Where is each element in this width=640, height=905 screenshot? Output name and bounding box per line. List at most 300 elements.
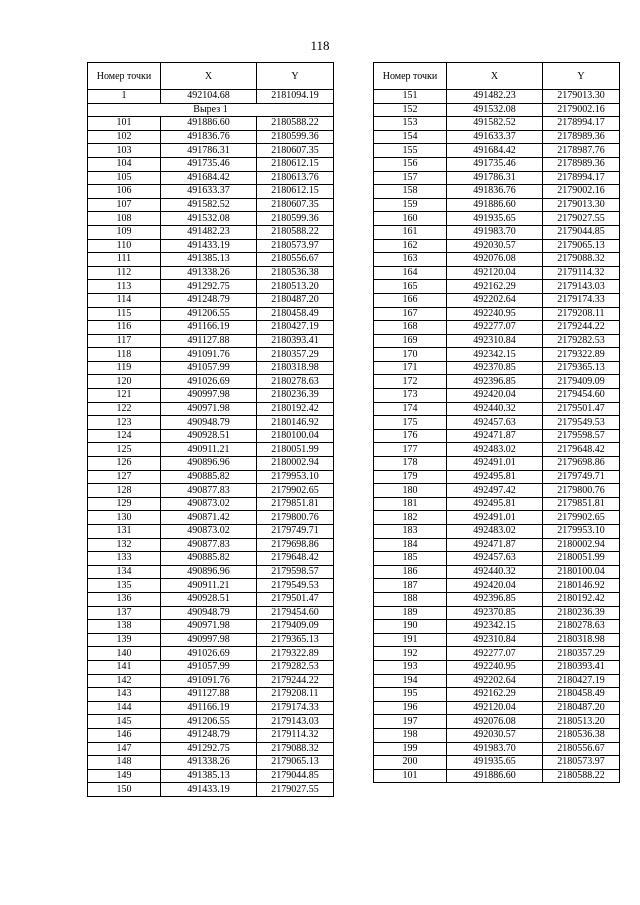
cell-point-number: 197 xyxy=(374,715,447,729)
cell-y: 2179953.10 xyxy=(257,470,334,484)
table-row xyxy=(88,266,334,280)
cell-x: 491684.42 xyxy=(447,144,543,158)
cell-x: 492310.84 xyxy=(447,334,543,348)
table-row xyxy=(374,688,620,702)
cell-point-number: 1 xyxy=(88,90,161,104)
cell-y: 2178989.36 xyxy=(543,157,620,171)
table-row xyxy=(374,293,620,307)
cell-y: 2180536.38 xyxy=(257,266,334,280)
cell-point-number: 151 xyxy=(374,90,447,104)
cell-x: 491836.76 xyxy=(161,130,257,144)
table-row xyxy=(374,266,620,280)
cell-y: 2179698.86 xyxy=(257,538,334,552)
table-row xyxy=(88,701,334,715)
cell-y: 2180599.36 xyxy=(257,130,334,144)
cell-point-number: 102 xyxy=(88,130,161,144)
table-row xyxy=(88,565,334,579)
cell-y: 2179902.65 xyxy=(543,511,620,525)
cell-x: 491057.99 xyxy=(161,660,257,674)
cell-y: 2180599.36 xyxy=(257,212,334,226)
table-row xyxy=(374,579,620,593)
cell-y: 2180278.63 xyxy=(543,620,620,634)
table-row xyxy=(374,198,620,212)
cell-x: 492162.29 xyxy=(447,688,543,702)
cell-x: 491582.52 xyxy=(161,198,257,212)
cell-y: 2180100.04 xyxy=(543,565,620,579)
cell-y: 2179409.09 xyxy=(257,620,334,634)
cell-point-number: 129 xyxy=(88,497,161,511)
cell-y: 2180556.67 xyxy=(257,253,334,267)
cell-x: 491026.69 xyxy=(161,375,257,389)
table-row xyxy=(88,592,334,606)
cell-y: 2179088.32 xyxy=(543,253,620,267)
table-row xyxy=(374,429,620,443)
cell-y: 2180612.15 xyxy=(257,157,334,171)
cell-y: 2179044.85 xyxy=(257,769,334,783)
cell-y: 2180536.38 xyxy=(543,728,620,742)
table-row xyxy=(374,728,620,742)
cell-x: 492420.04 xyxy=(447,389,543,403)
table-row xyxy=(88,756,334,770)
cell-point-number: 116 xyxy=(88,321,161,335)
cell-x: 491633.37 xyxy=(161,185,257,199)
cell-point-number: 167 xyxy=(374,307,447,321)
cell-point-number: 154 xyxy=(374,130,447,144)
cell-y: 2179648.42 xyxy=(543,443,620,457)
cell-x: 492120.04 xyxy=(447,266,543,280)
cell-point-number: 103 xyxy=(88,144,161,158)
cell-y: 2180556.67 xyxy=(543,742,620,756)
cell-y: 2179549.53 xyxy=(543,416,620,430)
table-row xyxy=(88,253,334,267)
cell-point-number: 165 xyxy=(374,280,447,294)
table-row xyxy=(88,783,334,797)
table-row xyxy=(374,633,620,647)
cell-x: 491482.23 xyxy=(447,90,543,104)
cell-point-number: 177 xyxy=(374,443,447,457)
cell-y: 2179065.13 xyxy=(543,239,620,253)
cell-point-number: 150 xyxy=(88,783,161,797)
table-row xyxy=(374,130,620,144)
cell-y: 2179322.89 xyxy=(543,348,620,362)
table-row xyxy=(374,552,620,566)
table-row xyxy=(88,280,334,294)
page-number: 118 xyxy=(310,38,330,53)
cell-y: 2179088.32 xyxy=(257,742,334,756)
table-row xyxy=(374,497,620,511)
cell-x: 491292.75 xyxy=(161,280,257,294)
cell-x: 492342.15 xyxy=(447,348,543,362)
cell-point-number: 162 xyxy=(374,239,447,253)
table-row xyxy=(88,117,334,131)
table-row xyxy=(374,660,620,674)
cell-y: 2180458.49 xyxy=(257,307,334,321)
table-row xyxy=(374,144,620,158)
table-row xyxy=(374,389,620,403)
cell-point-number: 186 xyxy=(374,565,447,579)
cell-point-number: 168 xyxy=(374,321,447,335)
table-row xyxy=(88,538,334,552)
cell-y: 2179851.81 xyxy=(543,497,620,511)
cell-x: 492240.95 xyxy=(447,660,543,674)
cell-point-number: 182 xyxy=(374,511,447,525)
cell-x: 492495.81 xyxy=(447,470,543,484)
cell-x: 491166.19 xyxy=(161,701,257,715)
table-row xyxy=(374,321,620,335)
cell-y: 2179749.71 xyxy=(543,470,620,484)
cell-point-number: 194 xyxy=(374,674,447,688)
cell-point-number: 169 xyxy=(374,334,447,348)
cell-point-number: 104 xyxy=(88,157,161,171)
cell-x: 491433.19 xyxy=(161,239,257,253)
cell-x: 491166.19 xyxy=(161,321,257,335)
cell-point-number: 143 xyxy=(88,688,161,702)
cell-x: 491338.26 xyxy=(161,756,257,770)
cell-point-number: 101 xyxy=(88,117,161,131)
cell-x: 492396.85 xyxy=(447,592,543,606)
cell-y: 2179143.03 xyxy=(543,280,620,294)
cell-x: 491684.42 xyxy=(161,171,257,185)
cell-point-number: 190 xyxy=(374,620,447,634)
table-row xyxy=(88,157,334,171)
cell-point-number: 157 xyxy=(374,171,447,185)
cell-x: 492030.57 xyxy=(447,728,543,742)
cell-x: 492471.87 xyxy=(447,429,543,443)
table-row xyxy=(374,348,620,362)
cell-x: 491935.65 xyxy=(447,756,543,770)
table-row xyxy=(374,525,620,539)
cell-x: 491786.31 xyxy=(161,144,257,158)
cell-x: 490911.21 xyxy=(161,579,257,593)
table-row xyxy=(88,185,334,199)
cell-point-number: 183 xyxy=(374,525,447,539)
cell-y: 2179953.10 xyxy=(543,525,620,539)
cell-y: 2178994.17 xyxy=(543,117,620,131)
table-row xyxy=(374,117,620,131)
cell-point-number: 136 xyxy=(88,592,161,606)
cell-x: 491091.76 xyxy=(161,348,257,362)
cell-x: 491385.13 xyxy=(161,769,257,783)
cell-x: 491836.76 xyxy=(447,185,543,199)
table-row xyxy=(88,402,334,416)
cell-x: 490885.82 xyxy=(161,552,257,566)
table-row xyxy=(88,579,334,593)
cell-point-number: 135 xyxy=(88,579,161,593)
table-row xyxy=(88,90,334,104)
table-row xyxy=(88,606,334,620)
cell-point-number: 170 xyxy=(374,348,447,362)
table-row xyxy=(374,402,620,416)
cell-point-number: 142 xyxy=(88,674,161,688)
cell-y: 2179365.13 xyxy=(257,633,334,647)
cell-y: 2179454.60 xyxy=(257,606,334,620)
cell-point-number: 128 xyxy=(88,484,161,498)
cell-point-number: 130 xyxy=(88,511,161,525)
coordinates-table-right xyxy=(373,62,620,783)
cell-y: 2179800.76 xyxy=(543,484,620,498)
cell-y: 2180513.20 xyxy=(257,280,334,294)
cell-x: 491935.65 xyxy=(447,212,543,226)
cell-y: 2180002.94 xyxy=(257,457,334,471)
cell-point-number: 134 xyxy=(88,565,161,579)
cell-y: 2180357.29 xyxy=(257,348,334,362)
cell-x: 490885.82 xyxy=(161,470,257,484)
cell-x: 492396.85 xyxy=(447,375,543,389)
header-y: Y xyxy=(543,63,620,90)
table-row xyxy=(374,334,620,348)
cell-point-number: 126 xyxy=(88,457,161,471)
cell-point-number: 200 xyxy=(374,756,447,770)
cell-x: 490928.51 xyxy=(161,592,257,606)
cell-x: 492240.95 xyxy=(447,307,543,321)
table-row xyxy=(374,484,620,498)
cell-point-number: 105 xyxy=(88,171,161,185)
cell-y: 2180051.99 xyxy=(543,552,620,566)
cell-x: 492457.63 xyxy=(447,552,543,566)
section-label: Вырез 1 xyxy=(88,103,334,117)
cell-x: 490877.83 xyxy=(161,538,257,552)
header-point-number: Номер точки xyxy=(88,63,161,90)
cell-x: 492491.01 xyxy=(447,457,543,471)
table-row xyxy=(88,198,334,212)
cell-x: 491532.08 xyxy=(161,212,257,226)
cell-y: 2180573.97 xyxy=(543,756,620,770)
table-row xyxy=(88,171,334,185)
cell-point-number: 132 xyxy=(88,538,161,552)
table-row xyxy=(88,130,334,144)
cell-x: 491886.60 xyxy=(447,769,543,783)
table-row xyxy=(374,606,620,620)
cell-x: 492370.85 xyxy=(447,606,543,620)
table-row xyxy=(374,103,620,117)
cell-point-number: 106 xyxy=(88,185,161,199)
cell-y: 2179365.13 xyxy=(543,361,620,375)
table-row xyxy=(374,742,620,756)
cell-point-number: 122 xyxy=(88,402,161,416)
cell-x: 491582.52 xyxy=(447,117,543,131)
cell-point-number: 176 xyxy=(374,429,447,443)
cell-point-number: 196 xyxy=(374,701,447,715)
table-row xyxy=(88,321,334,335)
cell-y: 2180100.04 xyxy=(257,429,334,443)
cell-point-number: 131 xyxy=(88,525,161,539)
cell-point-number: 125 xyxy=(88,443,161,457)
cell-y: 2180487.20 xyxy=(257,293,334,307)
table-row xyxy=(88,728,334,742)
table-row xyxy=(88,225,334,239)
section-row xyxy=(88,103,334,117)
cell-x: 491735.46 xyxy=(161,157,257,171)
cell-point-number: 112 xyxy=(88,266,161,280)
cell-x: 490871.42 xyxy=(161,511,257,525)
cell-x: 490873.02 xyxy=(161,497,257,511)
cell-point-number: 171 xyxy=(374,361,447,375)
cell-x: 490948.79 xyxy=(161,416,257,430)
cell-x: 490948.79 xyxy=(161,606,257,620)
cell-y: 2180192.42 xyxy=(543,592,620,606)
cell-x: 490911.21 xyxy=(161,443,257,457)
cell-x: 492277.07 xyxy=(447,321,543,335)
cell-x: 491248.79 xyxy=(161,728,257,742)
table-row xyxy=(88,674,334,688)
cell-point-number: 164 xyxy=(374,266,447,280)
cell-y: 2178989.36 xyxy=(543,130,620,144)
cell-point-number: 159 xyxy=(374,198,447,212)
table-row xyxy=(374,470,620,484)
cell-y: 2179598.57 xyxy=(543,429,620,443)
cell-point-number: 124 xyxy=(88,429,161,443)
cell-x: 492370.85 xyxy=(447,361,543,375)
cell-x: 491091.76 xyxy=(161,674,257,688)
cell-y: 2180318.98 xyxy=(543,633,620,647)
cell-point-number: 173 xyxy=(374,389,447,403)
cell-x: 491292.75 xyxy=(161,742,257,756)
cell-point-number: 141 xyxy=(88,660,161,674)
cell-x: 492277.07 xyxy=(447,647,543,661)
cell-y: 2179114.32 xyxy=(543,266,620,280)
cell-point-number: 144 xyxy=(88,701,161,715)
cell-x: 492483.02 xyxy=(447,443,543,457)
table-row xyxy=(374,185,620,199)
cell-x: 491886.60 xyxy=(447,198,543,212)
cell-y: 2179244.22 xyxy=(543,321,620,335)
cell-x: 492497.42 xyxy=(447,484,543,498)
cell-y: 2179013.30 xyxy=(543,90,620,104)
table-row xyxy=(88,212,334,226)
cell-x: 492202.64 xyxy=(447,293,543,307)
cell-y: 2179902.65 xyxy=(257,484,334,498)
cell-x: 491385.13 xyxy=(161,253,257,267)
cell-x: 491633.37 xyxy=(447,130,543,144)
header-y: Y xyxy=(257,63,334,90)
cell-point-number: 185 xyxy=(374,552,447,566)
table-row xyxy=(88,715,334,729)
cell-x: 490997.98 xyxy=(161,389,257,403)
cell-y: 2180458.49 xyxy=(543,688,620,702)
cell-point-number: 199 xyxy=(374,742,447,756)
cell-point-number: 163 xyxy=(374,253,447,267)
cell-y: 2180393.41 xyxy=(543,660,620,674)
cell-y: 2179044.85 xyxy=(543,225,620,239)
cell-y: 2179549.53 xyxy=(257,579,334,593)
table-row xyxy=(374,565,620,579)
cell-y: 2179282.53 xyxy=(257,660,334,674)
table-row xyxy=(374,715,620,729)
cell-y: 2180002.94 xyxy=(543,538,620,552)
cell-x: 491886.60 xyxy=(161,117,257,131)
cell-x: 492202.64 xyxy=(447,674,543,688)
cell-point-number: 192 xyxy=(374,647,447,661)
table-row xyxy=(374,511,620,525)
table-row xyxy=(88,293,334,307)
cell-x: 491482.23 xyxy=(161,225,257,239)
table-row xyxy=(374,157,620,171)
table-row xyxy=(88,429,334,443)
cell-point-number: 175 xyxy=(374,416,447,430)
cell-point-number: 107 xyxy=(88,198,161,212)
cell-x: 491983.70 xyxy=(447,742,543,756)
cell-point-number: 179 xyxy=(374,470,447,484)
cell-x: 492420.04 xyxy=(447,579,543,593)
cell-x: 491433.19 xyxy=(161,783,257,797)
cell-x: 491026.69 xyxy=(161,647,257,661)
cell-y: 2180278.63 xyxy=(257,375,334,389)
cell-x: 491206.55 xyxy=(161,307,257,321)
cell-point-number: 119 xyxy=(88,361,161,375)
table-row xyxy=(374,769,620,783)
cell-y: 2180427.19 xyxy=(543,674,620,688)
cell-point-number: 121 xyxy=(88,389,161,403)
cell-x: 491206.55 xyxy=(161,715,257,729)
cell-point-number: 153 xyxy=(374,117,447,131)
cell-x: 490971.98 xyxy=(161,402,257,416)
cell-point-number: 147 xyxy=(88,742,161,756)
cell-x: 490877.83 xyxy=(161,484,257,498)
cell-x: 492491.01 xyxy=(447,511,543,525)
cell-y: 2179027.55 xyxy=(543,212,620,226)
cell-y: 2179501.47 xyxy=(257,592,334,606)
cell-y: 2180393.41 xyxy=(257,334,334,348)
cell-x: 491786.31 xyxy=(447,171,543,185)
cell-y: 2178987.76 xyxy=(543,144,620,158)
cell-point-number: 138 xyxy=(88,620,161,634)
cell-point-number: 108 xyxy=(88,212,161,226)
cell-point-number: 139 xyxy=(88,633,161,647)
cell-y: 2180318.98 xyxy=(257,361,334,375)
table-row xyxy=(88,416,334,430)
cell-y: 2179027.55 xyxy=(257,783,334,797)
table-row xyxy=(374,674,620,688)
cell-point-number: 155 xyxy=(374,144,447,158)
cell-y: 2179143.03 xyxy=(257,715,334,729)
cell-point-number: 120 xyxy=(88,375,161,389)
header-point-number: Номер точки xyxy=(374,63,447,90)
table-row xyxy=(374,253,620,267)
cell-x: 492120.04 xyxy=(447,701,543,715)
table-row xyxy=(374,416,620,430)
table-row xyxy=(374,701,620,715)
cell-point-number: 191 xyxy=(374,633,447,647)
cell-y: 2179598.57 xyxy=(257,565,334,579)
cell-x: 490896.96 xyxy=(161,565,257,579)
cell-y: 2180357.29 xyxy=(543,647,620,661)
cell-x: 492162.29 xyxy=(447,280,543,294)
cell-point-number: 152 xyxy=(374,103,447,117)
cell-x: 492471.87 xyxy=(447,538,543,552)
table-row xyxy=(88,660,334,674)
table-row xyxy=(88,457,334,471)
table-row xyxy=(374,457,620,471)
cell-y: 2180613.76 xyxy=(257,171,334,185)
cell-y: 2179698.86 xyxy=(543,457,620,471)
cell-y: 2179501.47 xyxy=(543,402,620,416)
table-row xyxy=(88,511,334,525)
cell-y: 2180607.35 xyxy=(257,198,334,212)
table-row xyxy=(88,525,334,539)
cell-y: 2179174.33 xyxy=(257,701,334,715)
cell-point-number: 193 xyxy=(374,660,447,674)
header-x: X xyxy=(161,63,257,90)
table-row xyxy=(88,647,334,661)
cell-x: 492076.08 xyxy=(447,715,543,729)
table-row xyxy=(88,470,334,484)
table-row xyxy=(374,375,620,389)
cell-y: 2179409.09 xyxy=(543,375,620,389)
cell-y: 2180588.22 xyxy=(257,225,334,239)
cell-point-number: 146 xyxy=(88,728,161,742)
cell-x: 492342.15 xyxy=(447,620,543,634)
cell-y: 2179282.53 xyxy=(543,334,620,348)
